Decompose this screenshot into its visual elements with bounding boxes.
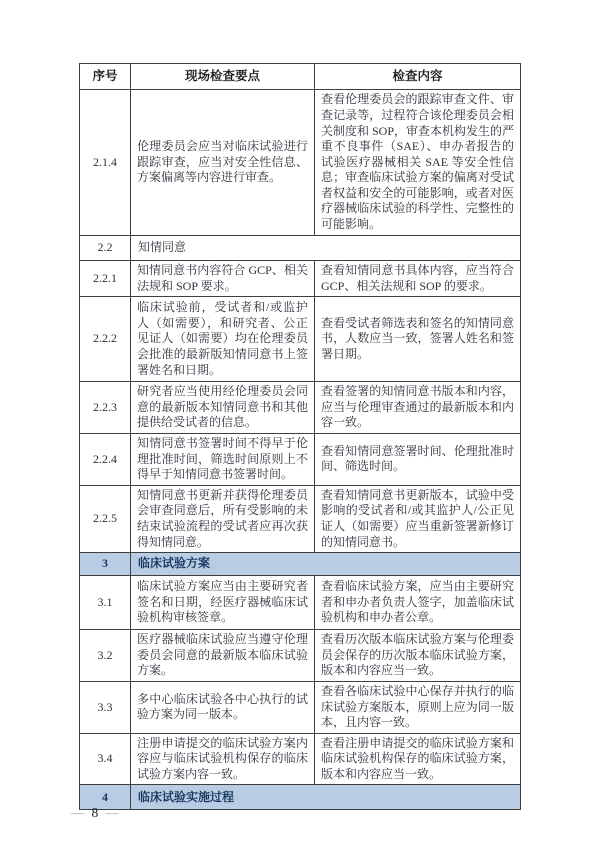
table-row	[80, 630, 521, 682]
page-footer	[71, 805, 119, 821]
section-title-cell: 知情同意	[131, 236, 521, 261]
table-row	[80, 576, 521, 630]
checkpoint-cell: 知情同意书内容符合 GCP、相关法规和 SOP 要求。	[131, 261, 315, 297]
table-row	[80, 382, 521, 434]
checkpoint-cell: 临床试验方案应当由主要研究者签名和日期，经医疗器械临床试验机构审核签章。	[131, 576, 315, 630]
checkpoint-cell: 知情同意书更新并获得伦理委员会审查同意后，所有受影响的未结束试验流程的受试者应再次获得知情同意。	[131, 485, 315, 552]
check-content-cell: 查看历次版本临床试验方案与伦理委员会保存的历次版本临床试验方案，版本和内容应当一致。	[315, 630, 521, 682]
table-row	[80, 90, 521, 236]
row-number-cell: 2.2.3	[80, 382, 131, 434]
table-row	[80, 733, 521, 785]
table-header	[80, 64, 521, 90]
header-cell-content: 检查内容	[315, 64, 521, 90]
row-number-cell: 2.2.1	[80, 261, 131, 297]
table-row	[80, 433, 521, 485]
check-content-cell: 查看各临床试验中心保存并执行的临床试验方案版本，原则上应为同一版本，且内容一致。	[315, 681, 521, 733]
row-number-cell: 2.2.5	[80, 485, 131, 552]
footer-dash-left: —	[71, 805, 85, 820]
check-content-cell: 查看知情同意签署时间、伦理批准时间、筛选时间。	[315, 433, 521, 485]
row-number-cell: 3	[80, 553, 131, 576]
inspection-table-body	[80, 90, 521, 810]
row-number-cell: 4	[80, 785, 131, 810]
table-row	[80, 681, 521, 733]
checkpoint-cell: 研究者应当使用经伦理委员会同意的最新版本知情同意书和其他提供给受试者的信息。	[131, 382, 315, 434]
check-content-cell: 查看知情同意书更新版本，试验中受影响的受试者和/或其监护人/公正见证人（如需要）应当重新签署新修订的知情同意书。	[315, 485, 521, 552]
row-number-cell: 2.1.4	[80, 90, 131, 236]
header-row	[80, 64, 521, 90]
checkpoint-cell: 注册申请提交的临床试验方案内容应与临床试验机构保存的临床试验方案内容一致。	[131, 733, 315, 785]
check-content-cell: 查看临床试验方案，应当由主要研究者和申办者负责人签字，加盖临床试验机构和申办者公章。	[315, 576, 521, 630]
table-row	[80, 297, 521, 382]
header-cell-checkpoint: 现场检查要点	[131, 64, 315, 90]
row-number-cell: 2.2.2	[80, 297, 131, 382]
table-row	[80, 485, 521, 552]
checkpoint-cell: 多中心临床试验各中心执行的试验方案为同一版本。	[131, 681, 315, 733]
checkpoint-cell: 临床试验前，受试者和/或监护人（如需要），和研究者、公正见证人（如需要）均在伦理委员会批准的最新版知情同意书上签署姓名和日期。	[131, 297, 315, 382]
checkpoint-cell: 伦理委员会应当对临床试验进行跟踪审查，应当对安全性信息、方案偏离等内容进行审查。	[131, 90, 315, 236]
table-row	[80, 261, 521, 297]
header-cell-number: 序号	[80, 64, 131, 90]
checkpoint-cell: 医疗器械临床试验应当遵守伦理委员会同意的最新版本临床试验方案。	[131, 630, 315, 682]
check-content-cell: 查看知情同意书具体内容，应当符合 GCP、相关法规和 SOP 的要求。	[315, 261, 521, 297]
check-content-cell: 查看注册申请提交的临床试验方案和临床试验机构保存的临床试验方案，版本和内容应当一致。	[315, 733, 521, 785]
row-number-cell: 3.4	[80, 733, 131, 785]
row-number-cell: 3.1	[80, 576, 131, 630]
check-content-cell: 查看签署的知情同意书版本和内容，应当与伦理审查通过的最新版本和内容一致。	[315, 382, 521, 434]
check-content-cell: 查看伦理委员会的跟踪审查文件、审查记录等，过程符合该伦理委员会相关制度和 SOP，审查本机构发生的严重不良事件（SAE）、申办者报告的试验医疗器械相关 SAE 等安全性信息；审查临床试验方案的偏离对受试者权益和安全的可能影响，或者对医疗器械临床试验的科学性、完整性的可能影响。	[315, 90, 521, 236]
inspection-table	[79, 63, 521, 810]
row-number-cell: 3.2	[80, 630, 131, 682]
row-number-cell: 3.3	[80, 681, 131, 733]
row-number-cell: 2.2	[80, 236, 131, 261]
table-row	[80, 553, 521, 576]
page-number: 8	[91, 805, 99, 820]
check-content-cell: 查看受试者筛选表和签名的知情同意书，人数应当一致，签署人姓名和签署日期。	[315, 297, 521, 382]
row-number-cell: 2.2.4	[80, 433, 131, 485]
section-title-cell: 临床试验方案	[131, 553, 521, 576]
section-title-cell: 临床试验实施过程	[131, 785, 521, 810]
footer-dash-right: —	[105, 805, 119, 820]
checkpoint-cell: 知情同意书签署时间不得早于伦理批准时间，筛选时间原则上不得早于知情同意书签署时间。	[131, 433, 315, 485]
table-row	[80, 236, 521, 261]
table-row	[80, 785, 521, 810]
